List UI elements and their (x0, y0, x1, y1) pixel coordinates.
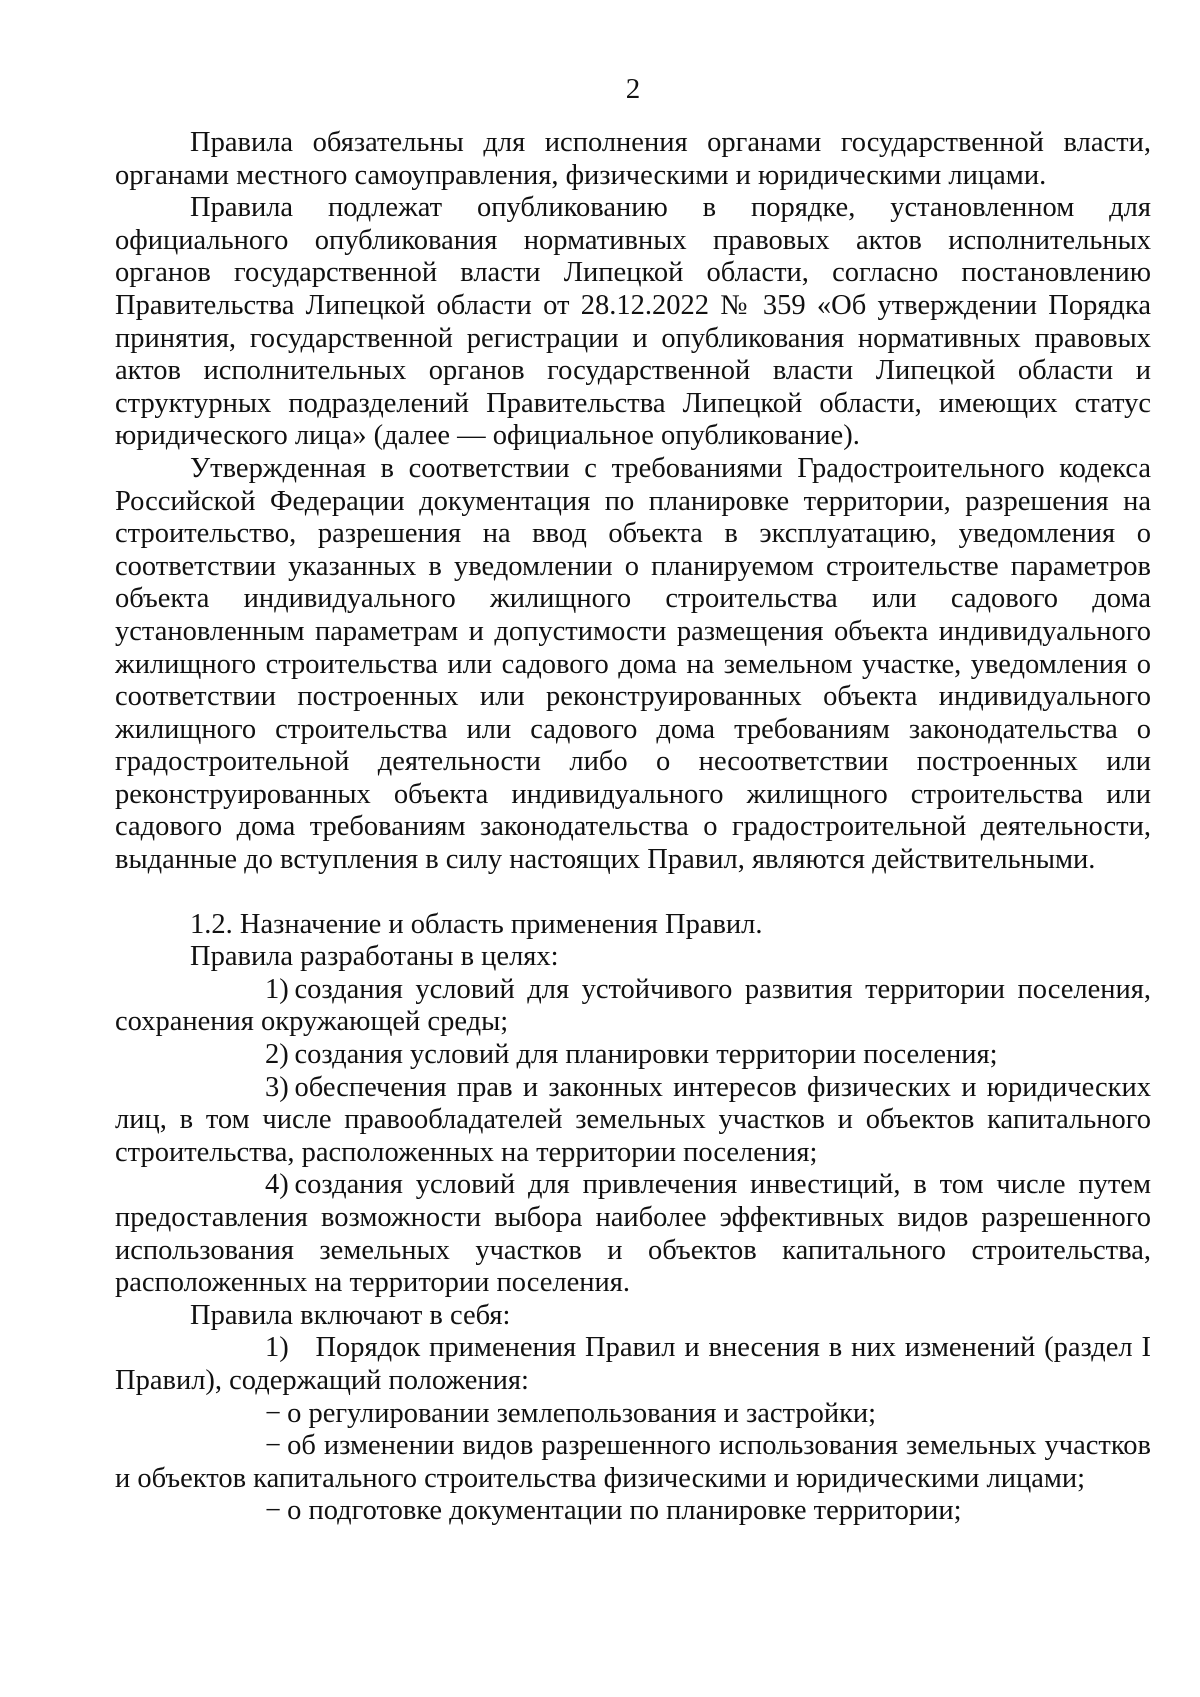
dash-bullet: − (265, 1495, 282, 1527)
provision-item (115, 1430, 1151, 1495)
document-page (115, 0, 1151, 1697)
goal-item (115, 1039, 1151, 1072)
includes-text: Порядок применения Правил и внесения в них изменений (раздел I Правил), содержащий положения: (115, 1332, 1152, 1396)
goal-text: создания условий для привлечения инвестиций, в том числе путем предоставления возможности выбора наиболее эффективных видов разрешенного использования земельных участков и объектов капитального строительства, расположенных на территории поселения. (115, 1169, 1151, 1299)
goal-number: 2) (265, 1039, 289, 1071)
includes-item (115, 1332, 1151, 1397)
paragraph-publication: Правила подлежат опубликованию в порядке, установленном для официального опубликования нормативных правовых актов исполнительных органов государственной власти Липецкой области, согласно постановлению Правительства Липецкой области от 28.12.2022 № 359 «Об утверждении Порядка принятия, государственной регистрации и опубликования нормативных правовых актов исполнительных органов государственной власти Липецкой области и структурных подразделений Правительства Липецкой области, имеющих статус юридического лица» (далее — официальное опубликование). (115, 192, 1151, 452)
includes-number: 1) (265, 1332, 289, 1364)
goal-number: 4) (265, 1169, 289, 1201)
goal-number: 3) (265, 1071, 289, 1103)
goal-item (115, 1169, 1151, 1299)
provision-text: о регулировании землепользования и застройки; (287, 1397, 877, 1429)
section-heading: 1.2. Назначение и область применения Правил. (190, 908, 763, 940)
provision-text: об изменении видов разрешенного использования земельных участков и объектов капитального строительства физическими и юридическими лицами; (115, 1430, 1151, 1494)
paragraph-validity: Утвержденная в соответствии с требованиями Градостроительного кодекса Российской Федерации документация по планировке территории, разрешения на строительство, разрешения на ввод объекта в эксплуатацию, уведомления о соответствии указанных в уведомлении о планируемом строительстве параметров объекта индивидуального жилищного строительства или садового дома установленным параметрам и допустимости размещения объекта индивидуального жилищного строительства или садового дома на земельном участке, уведомления о соответствии построенных или реконструированных объекта индивидуального жилищного строительства или садового дома требованиям законодательства о градостроительной деятельности либо о несоответствии построенных или реконструированных объекта индивидуального жилищного строительства или садового дома требованиям законодательства о градостроительной деятельности, выданные до вступления в силу настоящих Правил, являются действительными. (115, 452, 1151, 876)
goal-text: создания условий для планировки территории поселения; (294, 1039, 998, 1071)
page-number: 2 (625, 73, 641, 105)
goal-item (115, 974, 1151, 1039)
goal-text: обеспечения прав и законных интересов физических и юридических лиц, в том числе правообладателей земельных участков и объектов капитального строительства, расположенных на территории поселения; (115, 1071, 1151, 1168)
dash-bullet: − (265, 1397, 282, 1429)
paragraph-obligatory: Правила обязательны для исполнения органами государственной власти, органами местного самоуправления, физическими и юридическими лицами. (115, 127, 1151, 191)
provision-item (115, 1495, 1151, 1528)
goal-text: создания условий для устойчивого развития территории поселения, сохранения окружающей среды; (115, 973, 1151, 1038)
document-body (115, 127, 1151, 1528)
goal-number: 1) (265, 973, 289, 1005)
goals-intro: Правила разработаны в целях: (190, 941, 559, 973)
dash-bullet: − (265, 1430, 282, 1462)
provision-text: о подготовке документации по планировке территории; (287, 1495, 962, 1527)
includes-intro: Правила включают в себя: (190, 1299, 511, 1331)
goal-item (115, 1072, 1151, 1170)
provision-item (115, 1398, 1151, 1431)
